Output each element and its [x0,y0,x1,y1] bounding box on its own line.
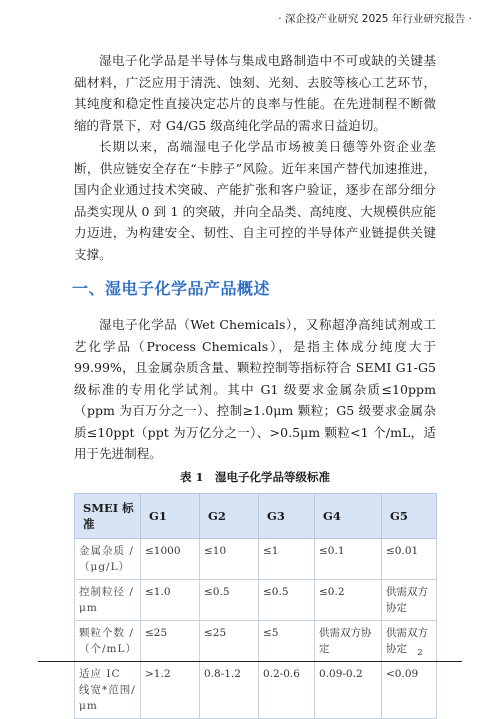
table-header-row [75,493,437,538]
table-cell: >1.2 [141,661,200,718]
report-header: · 深企投产业研究 2025 年行业研究报告 · [278,13,472,25]
footer-rule [38,661,462,662]
table-cell: ≤0.5 [200,579,259,620]
table-row [75,661,437,718]
table-cell: ≤1000 [141,538,200,579]
row-label: 适应 IC 线宽*范围/μm [75,661,141,718]
table-cell: 0.2-0.6 [259,661,315,718]
header-g3: G3 [259,493,315,538]
table-cell: ≤5 [259,620,315,661]
table-cell: 供需双方协定 [382,620,437,661]
header-g4: G4 [315,493,382,538]
table-cell: ≤1 [259,538,315,579]
table-cell: 供需双方协定 [315,620,382,661]
intro-paragraph-2: 长期以来，高端湿电子化学品市场被美日德等外资企业垄断，供应链安全存在“卡脖子”风险。近年来国产替代加速推进，国内企业通过技术突破、产能扩张和客户验证，逐步在部分细分品类实现从 0 到 1 的突破，并向全品类、高纯度、大规模供应能力迈进，为构建安全、韧性、自主可控的半导体产业链提供关键支撑。 [74,139,436,262]
page-content [74,50,436,719]
table-cell: ≤10 [200,538,259,579]
header-g2: G2 [200,493,259,538]
table-cell: ≤25 [141,620,200,661]
table-cell: <0.09 [382,661,437,718]
table-row [75,620,437,661]
row-label: 金属杂质 /（μg/L） [75,538,141,579]
section-title: 一、湿电子化学品产品概述 [72,279,271,298]
table-cell: 0.8-1.2 [200,661,259,718]
row-label: 颗粒个数 /（个/mL） [75,620,141,661]
table-cell: ≤25 [200,620,259,661]
intro-paragraph-1: 湿电子化学品是半导体与集成电路制造中不可或缺的关键基础材料，广泛应用于清洗、蚀刻、光刻、去胶等核心工艺环节，其纯度和稳定性直接决定芯片的良率与性能。在先进制程不断微缩的背景下，对 G4/G5 级高纯化学品的需求日益迫切。 [74,53,436,133]
table-row [75,579,437,620]
row-label: 控制粒径 /μm [75,579,141,620]
overview-paragraph: 湿电子化学品（Wet Chemicals），又称超净高纯试剂或工艺化学品（Process Chemicals），是指主体成分纯度大于 99.99%，且金属杂质含量、颗粒控制等指标符合 SEMI G1-G5 级标准的专用化学试剂。其中 G1 级要求金属杂质≤10ppm（ppm 为百万分之一）、控制≥1.0μm 颗粒；G5 级要求金属杂质≤10ppt（ppt 为万亿分之一）、>0.5μm 颗粒<1 个/mL，适用于先进制程。 [74,317,436,461]
page-number: 2 [417,648,423,658]
header-standard: SMEI 标准 [75,493,141,538]
table-row [75,538,437,579]
grade-standard-table [74,493,437,719]
table-cell: ≤0.2 [315,579,382,620]
table-cell: 0.09-0.2 [315,661,382,718]
table-cell: 供需双方协定 [382,579,437,620]
table-cell: ≤0.1 [315,538,382,579]
header-g5: G5 [382,493,437,538]
table-cell: ≤1.0 [141,579,200,620]
table-cell: ≤0.5 [259,579,315,620]
table-cell: ≤0.01 [382,538,437,579]
table-caption: 表 1 湿电子化学品等级标准 [179,469,330,484]
header-g1: G1 [141,493,200,538]
